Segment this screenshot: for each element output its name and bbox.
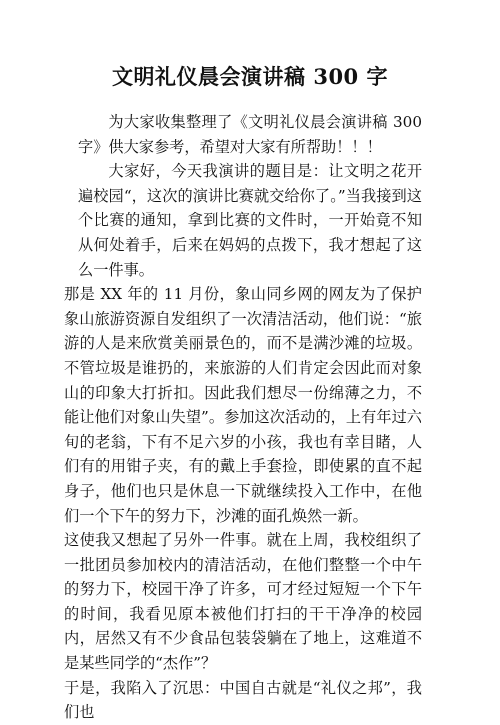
paragraph-school-cleanup: 这使我又想起了另外一件事。就在上周，我校组织了一批团员参加校内的清洁活动，在他们整整一个中午的努力下，校园干净了许多，可才经过短短一个下午的时间，我看见原本被他们打扫的干干净净的校园内，居然又有不少食品包装袋躺在了地上，这难道不是某些同学的“杰作”？ — [64, 531, 422, 673]
document-title: 文明礼仪晨会演讲稿 300 字 — [112, 64, 388, 89]
paragraph-reflection: 于是，我陷入了沉思：中国自古就是“礼仪之邦”，我们也 — [64, 678, 422, 722]
paragraph-xiangshan-cleanup: 那是 XX 年的 11 月份，象山同乡网的网友为了保护象山旅游资源自发组织了一次清洁活动，他们说：“旅游的人是来欣赏美丽景色的，而不是满沙滩的垃圾。不管垃圾是谁扔的，来旅游的人们肯定会因此而对象山的印象大打折扣。因此我们想尽一份绵薄之力，不能让他们对象山失望”。参加这次活动的，上有年过六旬的老翁，下有不足六岁的小孩，我也有幸目睹，人们有的用钳子夹，有的戴上手套捡，即使累的直不起身子，他们也只是休息一下就继续投入工作中，在他们一个下午的努力下，沙滩的面孔焕然一新。 — [64, 285, 422, 525]
paragraph-intro: 为大家收集整理了《文明礼仪晨会演讲稿 300 字》供大家参考，希望对大家有所帮助！！！ — [78, 113, 422, 156]
paragraph-opening: 大家好，今天我演讲的题目是：让文明之花开遍校园“，这次的演讲比赛就交给你了。”当我接到这个比赛的通知，拿到比赛的文件时，一开始竟不知从何处着手，后来在妈妈的点拨下，我才想起了这么一件事。 — [78, 162, 422, 279]
